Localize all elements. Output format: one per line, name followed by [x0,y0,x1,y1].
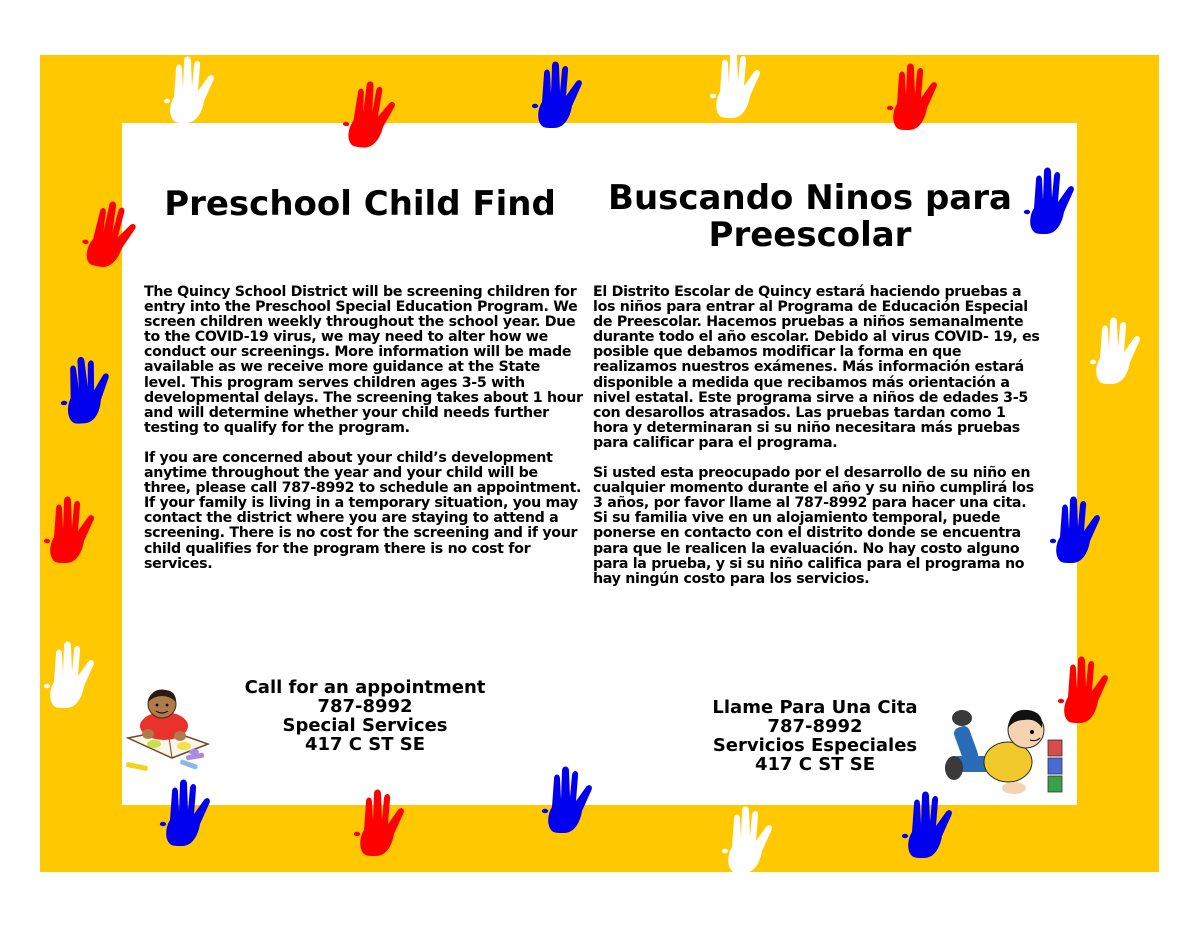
english-contact-block [220,678,510,754]
red-handprint-icon [352,788,408,858]
spanish-paragraph-2: Si usted esta preocupado por el desarrollo de su niño en cualquier momento durante el año y su niño cumplirá los 3 años, por favor llame al 787-8992 para hacer una cita. Si su familia vive en un alojamiento temporal, puede ponerse en contacto con el distrito donde se encuentra para que le realicen la evaluación. No hay costo alguno para la prueba, y si su niño califica para el programa no hay ningún costo para los servicios. [593,465,1034,587]
white-handprint-icon [708,50,764,120]
blue-handprint-icon [530,60,586,130]
spanish-body [593,285,1041,587]
blue-handprint-icon [55,353,117,428]
white-handprint-icon [42,640,98,710]
spanish-contact-block [680,698,950,774]
blue-handprint-icon [158,778,214,848]
blue-handprint-icon [540,765,596,835]
english-contact-department: Special Services [282,715,448,736]
english-paragraph-2: If you are concerned about your child’s development anytime throughout the year and your child will be three, please call 787-8992 to schedule an appointment. If your family is living in a temporary situation, you may contact the district where you are staying to attend a screening. There is no cost for the screening and if your child qualifies for the program there is no cost for services. [144,449,582,572]
red-handprint-icon [76,196,143,275]
blue-handprint-icon [1048,495,1104,565]
spanish-contact-department: Servicios Especiales [712,735,918,756]
english-contact-heading: Call for an appointment [244,677,486,698]
spanish-contact-heading: Llame Para Una Cita [712,697,918,718]
white-handprint-icon [1088,316,1144,386]
red-handprint-icon [1056,655,1112,725]
english-paragraph-1: The Quincy School District will be screening children for entry into the Preschool Special Education Program. We screen children weekly throughout the school year. Due to the COVID-19 virus, we may need to alter how we conduct our screenings. More information will be made available as we receive more guidance at the State level. This program serves children ages 3-5 with developmental delays. The screening takes about 1 hour and will determine whether your child needs further testing to qualify for the program. [144,284,583,436]
red-handprint-icon [42,495,98,565]
english-contact-phone: 787-8992 [317,696,413,717]
spanish-contact-address: 417 C ST SE [754,754,876,775]
white-handprint-icon [720,805,776,875]
boy-with-blocks-clipart [944,702,1069,800]
english-contact-address: 417 C ST SE [304,734,426,755]
white-handprint-icon [162,55,218,125]
spanish-title-line-1: Buscando Ninos para [608,178,1012,218]
boy-drawing-clipart [124,686,214,774]
spanish-title-line-2: Preescolar [708,215,912,255]
red-handprint-icon [339,78,401,153]
spanish-contact-phone: 787-8992 [767,716,863,737]
english-title: Preschool Child Find [164,184,556,224]
red-handprint-icon [885,62,941,132]
blue-handprint-icon [1022,166,1078,236]
spanish-paragraph-1: El Distrito Escolar de Quincy estará haciendo pruebas a los niños para entrar al Programa de Educación Especial de Preescolar. Hacemos pruebas a niños semanalmente durante todo el año escolar. Debido al virus COVID- 19, es posible que debamos modificar la forma en que realizamos nuestros exámenes. Más información estará disponible a medida que recibamos más orientación a nivel estatal. Este programa sirve a niños de edades 3-5 con desarollos atrasados. Las pruebas tardan como 1 hora y determinaran si su niño necesitara más pruebas para calificar para el programa. [593,284,1040,451]
blue-handprint-icon [900,790,956,860]
english-body [144,285,584,572]
spanish-title [600,180,1020,254]
